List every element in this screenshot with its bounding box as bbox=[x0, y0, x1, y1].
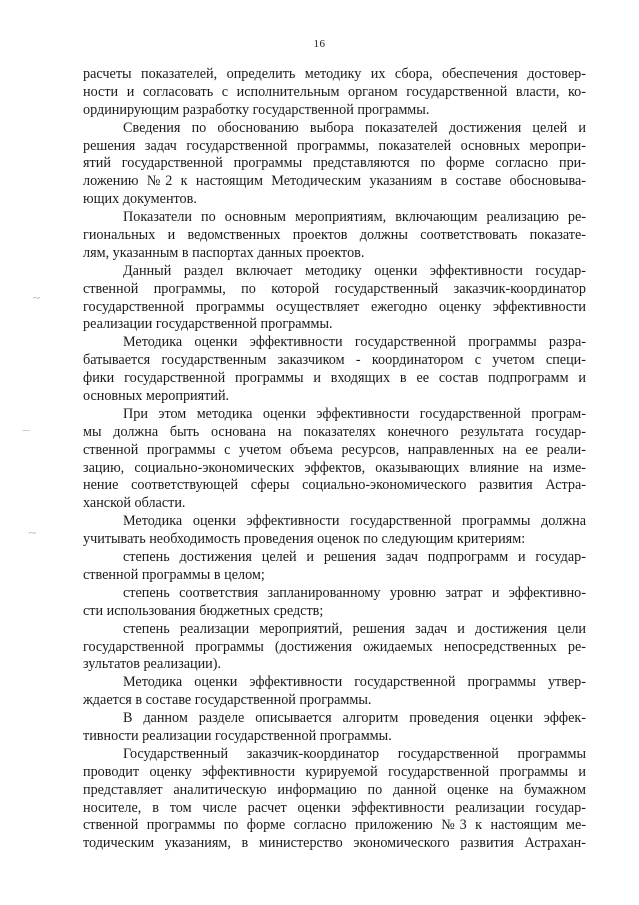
text-line: основных мероприятий. bbox=[83, 388, 230, 405]
text-line: зацию, социально-экономических эффектов, оказывающих влияние на изме- bbox=[83, 459, 586, 476]
text-line: расчеты показателей, определить методику их сбора, обеспечения достовер- bbox=[83, 66, 586, 82]
text-line: ждается в составе государственной программы. bbox=[83, 692, 372, 709]
text-line: ординирующим разработку государственной программы. bbox=[83, 101, 430, 118]
text-line: представляет аналитическую информацию по данной оценке на бумажном bbox=[83, 781, 586, 798]
text-line: государственной программы осуществляет ежегодно оценку эффективности bbox=[83, 298, 586, 315]
text-line: ющих документов. bbox=[83, 191, 197, 208]
scan-mark: ~ bbox=[32, 293, 41, 303]
text-line: Сведения по обоснованию выбора показателей достижения целей и bbox=[123, 119, 586, 136]
text-line: степень соответствия запланированному уровню затрат и эффективно- bbox=[123, 584, 586, 601]
text-line: При этом методика оценки эффективности государственной програм- bbox=[123, 405, 586, 422]
text-line: ности и согласовать с исполнительным органом государственной власти, ко- bbox=[83, 83, 586, 100]
text-line: ханской области. bbox=[83, 495, 186, 512]
text-line: ятий государственной программы представляются по форме согласно при- bbox=[83, 155, 586, 172]
text-line: Государственный заказчик-координатор государственной программы bbox=[123, 745, 586, 762]
text-line: Показатели по основным мероприятиям, включающим реализацию ре- bbox=[123, 209, 586, 226]
text-line: Методика оценки эффективности государственной программы утвер- bbox=[123, 674, 586, 691]
text-line: Методика оценки эффективности государственной программы разра- bbox=[123, 334, 586, 351]
text-line: степень реализации мероприятий, решения задач и достижения цели bbox=[123, 620, 586, 637]
text-line: зультатов реализации). bbox=[83, 656, 222, 673]
page-number: 16 bbox=[313, 38, 326, 50]
text-line: государственной программы (достижения ожидаемых непосредственных ре- bbox=[83, 638, 586, 655]
text-line: тивности реализации государственной программы. bbox=[83, 727, 392, 744]
text-line: гиональных и ведомственных проектов должны соответствовать показате- bbox=[83, 227, 586, 244]
text-line: ложению №2 к настоящим Методическим указаниям в составе обосновыва- bbox=[83, 173, 586, 190]
text-line: мы должна быть основана на показателях конечного результата государ- bbox=[83, 423, 586, 440]
text-line: Данный раздел включает методику оценки эффективности государ- bbox=[123, 262, 586, 279]
text-line: лям, указанным в паспортах данных проектов. bbox=[83, 244, 365, 261]
text-line: ственной программы по форме согласно приложению №3 к настоящим ме- bbox=[83, 817, 586, 834]
text-line: тодическим указаниям, в министерство экономического развития Астрахан- bbox=[83, 835, 586, 852]
text-line: Методика оценки эффективности государственной программы должна bbox=[123, 513, 586, 530]
text-line: ственной программы, по которой государственный заказчик-координатор bbox=[83, 280, 586, 297]
text-line: решения задач государственной программы, показателей основных меропри- bbox=[83, 137, 586, 154]
text-line: проводит оценку эффективности курируемой государственной программы и bbox=[83, 763, 586, 780]
scan-mark: ~ bbox=[28, 528, 37, 538]
text-line: реализации государственной программы. bbox=[83, 316, 333, 333]
text-line: фики государственной программы и входящих в ее состав подпрограмм и bbox=[83, 370, 586, 387]
text-line: ственной программы с учетом объема ресурсов, направленных на ее реали- bbox=[83, 441, 586, 458]
text-line: степень достижения целей и решения задач подпрограмм и государ- bbox=[123, 549, 586, 566]
document-body bbox=[83, 66, 586, 853]
text-line: батывается государственным заказчиком - координатором с учетом специ- bbox=[83, 352, 586, 369]
text-line: ственной программы в целом; bbox=[83, 566, 265, 583]
text-line: нение соответствующей сферы социально-экономического развития Астра- bbox=[83, 477, 586, 494]
text-line: носителе, в том числе расчет оценки эффективности реализации государ- bbox=[83, 799, 586, 816]
text-line: учитывать необходимость проведения оценок по следующим критериям: bbox=[83, 531, 526, 548]
text-line: В данном разделе описывается алгоритм проведения оценки эффек- bbox=[123, 710, 586, 727]
text-line: сти использования бюджетных средств; bbox=[83, 602, 324, 619]
scan-mark: _ bbox=[22, 422, 30, 432]
